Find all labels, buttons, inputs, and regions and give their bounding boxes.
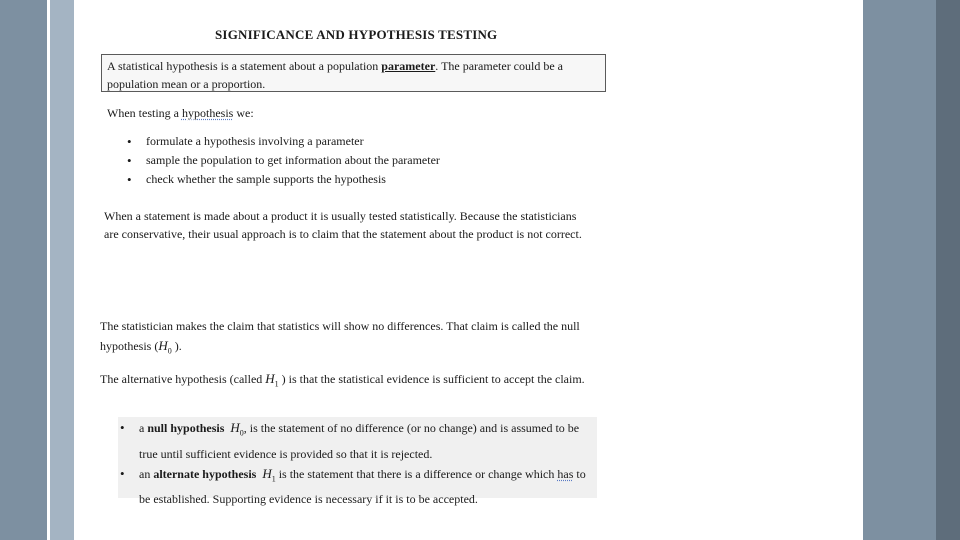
when-testing-line: [107, 104, 254, 122]
alt-def-prefix: an: [139, 466, 154, 481]
alt-def-symbol: [262, 465, 276, 484]
definition-term: parameter: [381, 59, 436, 73]
null-def-symbol: [230, 420, 244, 438]
when-testing-before: When testing a: [107, 106, 182, 120]
alt-symbol-letter: H: [265, 371, 275, 386]
definition-box: [101, 54, 606, 92]
list-item: • formulate a hypothesis involving a parameter: [107, 132, 587, 151]
alt-symbol-sub: 1: [274, 379, 279, 389]
alt-def-rest-after: to be established. Supporting evidence is necessary if it is to be accepted.: [139, 466, 586, 507]
when-testing-after: we:: [233, 106, 254, 120]
alt-def-term: alternate hypothesis: [153, 466, 257, 481]
alt-paragraph-before: The alternative hypothesis (called: [100, 372, 266, 386]
definition-text-before: A statistical hypothesis is a statement about a population: [107, 59, 382, 73]
list-item: [118, 464, 597, 510]
alt-symbol: [265, 371, 279, 389]
left-frame-bar-light: [50, 0, 74, 540]
when-testing-term: hypothesis: [181, 106, 234, 120]
definition-text-after: . The parameter could be a population mean or a proportion.: [107, 59, 563, 91]
null-hypothesis-paragraph: [100, 317, 590, 361]
null-paragraph-after: ).: [171, 339, 182, 353]
null-def-term: null hypothesis: [147, 421, 225, 435]
list-item: [118, 418, 597, 464]
right-frame-bar: [863, 0, 936, 540]
alt-def-symbol-letter: H: [262, 465, 272, 481]
null-symbol: [158, 338, 172, 356]
definitions-list: [118, 418, 597, 509]
alt-def-rest-squig: has: [557, 466, 574, 481]
statement-paragraph: When a statement is made about a product it is usually tested statistically. Because the statisticians are conservative, their usual approach is to claim that the statement about the product is not correct.: [104, 209, 582, 241]
definitions-panel: [118, 417, 597, 507]
null-symbol-letter: H: [158, 338, 168, 353]
null-def-symbol-sub: 0: [239, 428, 244, 438]
null-def-prefix: a: [139, 421, 148, 435]
alternative-hypothesis-paragraph: [100, 369, 590, 395]
null-def-symbol-letter: H: [230, 420, 240, 435]
null-paragraph-before: The statistician makes the claim that statistics will show no differences. That claim is called the null hypothesis (: [100, 319, 580, 353]
left-frame-bar: [0, 0, 47, 540]
list-item: • check whether the sample supports the hypothesis: [107, 170, 587, 189]
page-title: SIGNIFICANCE AND HYPOTHESIS TESTING: [215, 27, 498, 42]
list-item: • sample the population to get information about the parameter: [107, 151, 587, 170]
alt-def-rest-before: is the statement that there is a difference or change which: [275, 466, 558, 481]
alt-def-symbol-sub: 1: [271, 474, 276, 484]
null-symbol-sub: 0: [167, 346, 172, 356]
alt-paragraph-after: ) is that the statistical evidence is sufficient to accept the claim.: [278, 372, 585, 386]
right-frame-bar-dark: [936, 0, 960, 540]
null-def-rest: , is the statement of no difference (or no change) and is assumed to be true until sufficient evidence is provided so that it is rejected.: [139, 421, 580, 461]
steps-list: [107, 132, 587, 189]
